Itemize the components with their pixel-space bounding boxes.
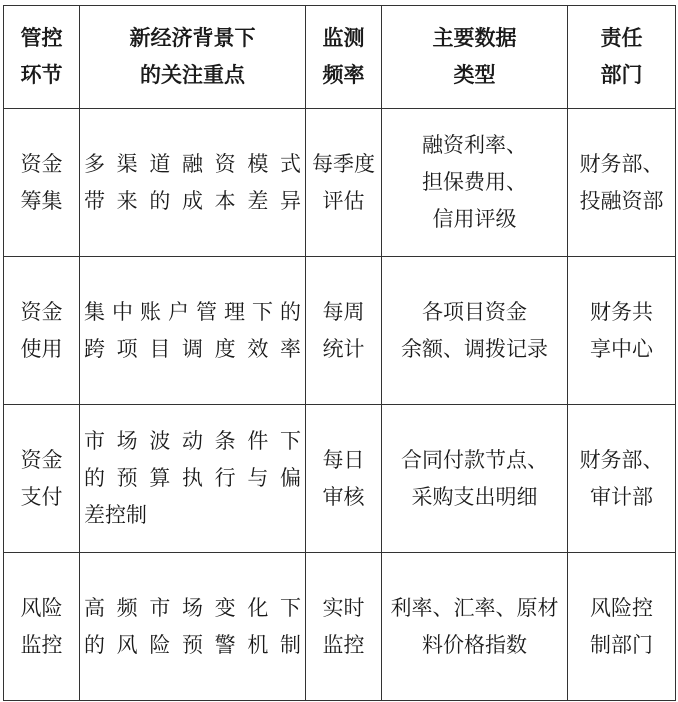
cell-focus: 市场波动条件下 的预算执行与偏 差控制 [80,405,306,553]
table-header [4,6,676,109]
cell-department: 财务部、 审计部 [568,405,676,553]
cell-frequency: 每季度 评估 [306,109,382,257]
table-row [4,405,676,553]
table-body [4,109,676,701]
cell-stage: 资金 筹集 [4,109,80,257]
cell-frequency: 每日 审核 [306,405,382,553]
header-department: 责任 部门 [568,6,676,109]
cell-data-types: 各项目资金 余额、调拨记录 [382,257,568,405]
cell-frequency: 每周 统计 [306,257,382,405]
cell-department: 风险控 制部门 [568,553,676,701]
cell-focus: 集中账户管理下的 跨项目调度效率 [80,257,306,405]
table-row [4,553,676,701]
cell-department: 财务部、 投融资部 [568,109,676,257]
cell-stage: 资金 支付 [4,405,80,553]
cell-data-types: 利率、汇率、原材 料价格指数 [382,553,568,701]
cell-stage: 资金 使用 [4,257,80,405]
cell-focus: 多渠道融资模式 带来的成本差异 [80,109,306,257]
header-focus: 新经济背景下 的关注重点 [80,6,306,109]
header-stage: 管控 环节 [4,6,80,109]
cell-data-types: 合同付款节点、 采购支出明细 [382,405,568,553]
cell-data-types: 融资利率、 担保费用、 信用评级 [382,109,568,257]
cell-stage: 风险 监控 [4,553,80,701]
table-row [4,109,676,257]
header-row [4,6,676,109]
header-data-types: 主要数据 类型 [382,6,568,109]
cell-focus: 高频市场变化下 的风险预警机制 [80,553,306,701]
cell-department: 财务共 享中心 [568,257,676,405]
header-frequency: 监测 频率 [306,6,382,109]
cell-frequency: 实时 监控 [306,553,382,701]
table-row [4,257,676,405]
management-table [3,5,676,701]
